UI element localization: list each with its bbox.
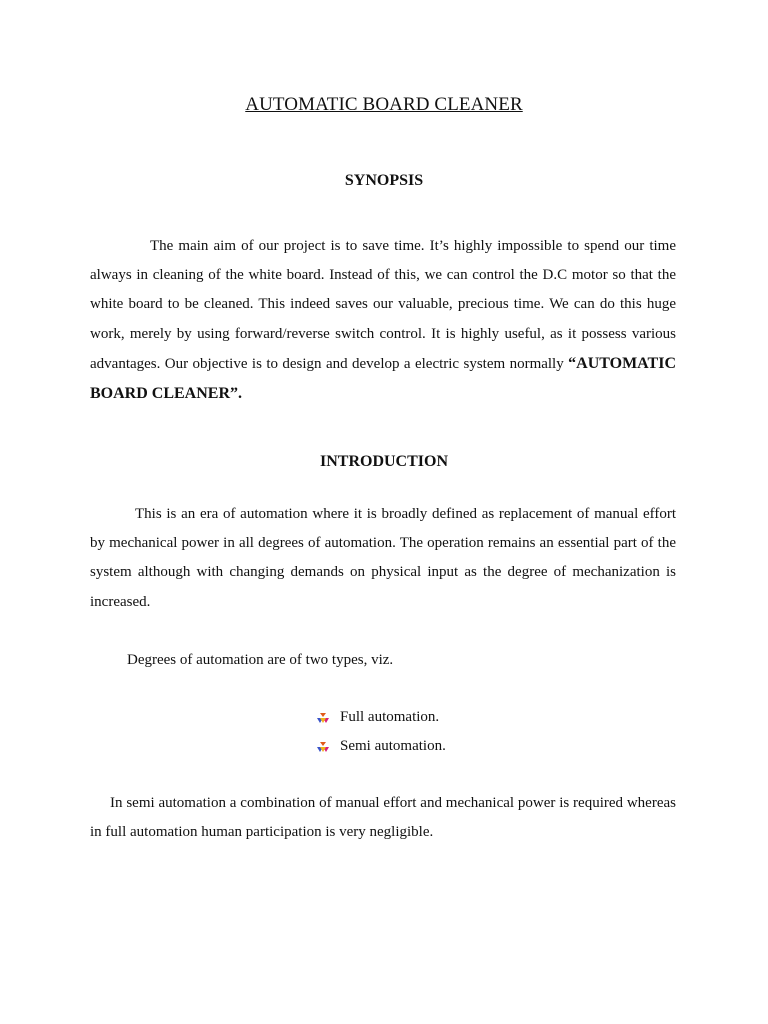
degrees-line: Degrees of automation are of two types, viz. xyxy=(127,652,394,668)
document-title: AUTOMATIC BOARD CLEANER xyxy=(245,94,523,115)
bullet-arrow-icon xyxy=(316,741,330,753)
bullet-arrow-icon xyxy=(316,712,330,724)
synopsis-paragraph xyxy=(90,232,676,409)
bullet-text: Semi automation. xyxy=(340,738,446,754)
synopsis-emphasis: “AUTOMATIC BOARD CLEANER”. xyxy=(90,354,676,403)
synopsis-text: The main aim of our project is to save time. It’s highly impossible to spend our time always in cleaning of the white board. Instead of this, we can control the D.C motor so that the white board to be cleaned. This indeed saves our valuable, precious time. We can do this huge work, merely by using forward/reverse switch control. It is highly useful, as it possess various advantages. Our objective is to design and develop a electric system normally xyxy=(90,238,676,372)
closing-paragraph: In semi automation a combination of manual effort and mechanical power is required whereas in full automation human participation is very negligible. xyxy=(90,795,676,841)
synopsis-heading: SYNOPSIS xyxy=(344,172,424,189)
list-item xyxy=(316,732,446,761)
list-item xyxy=(316,703,446,732)
introduction-paragraph: This is an era of automation where it is broadly defined as replacement of manual effort by mechanical power in all degrees of automation. The operation remains an essential part of the system although with changing demands on physical input as the degree of mechanization is increased. xyxy=(90,506,676,610)
automation-types-list xyxy=(316,703,446,761)
introduction-heading: INTRODUCTION xyxy=(319,453,448,470)
bullet-text: Full automation. xyxy=(340,709,440,725)
